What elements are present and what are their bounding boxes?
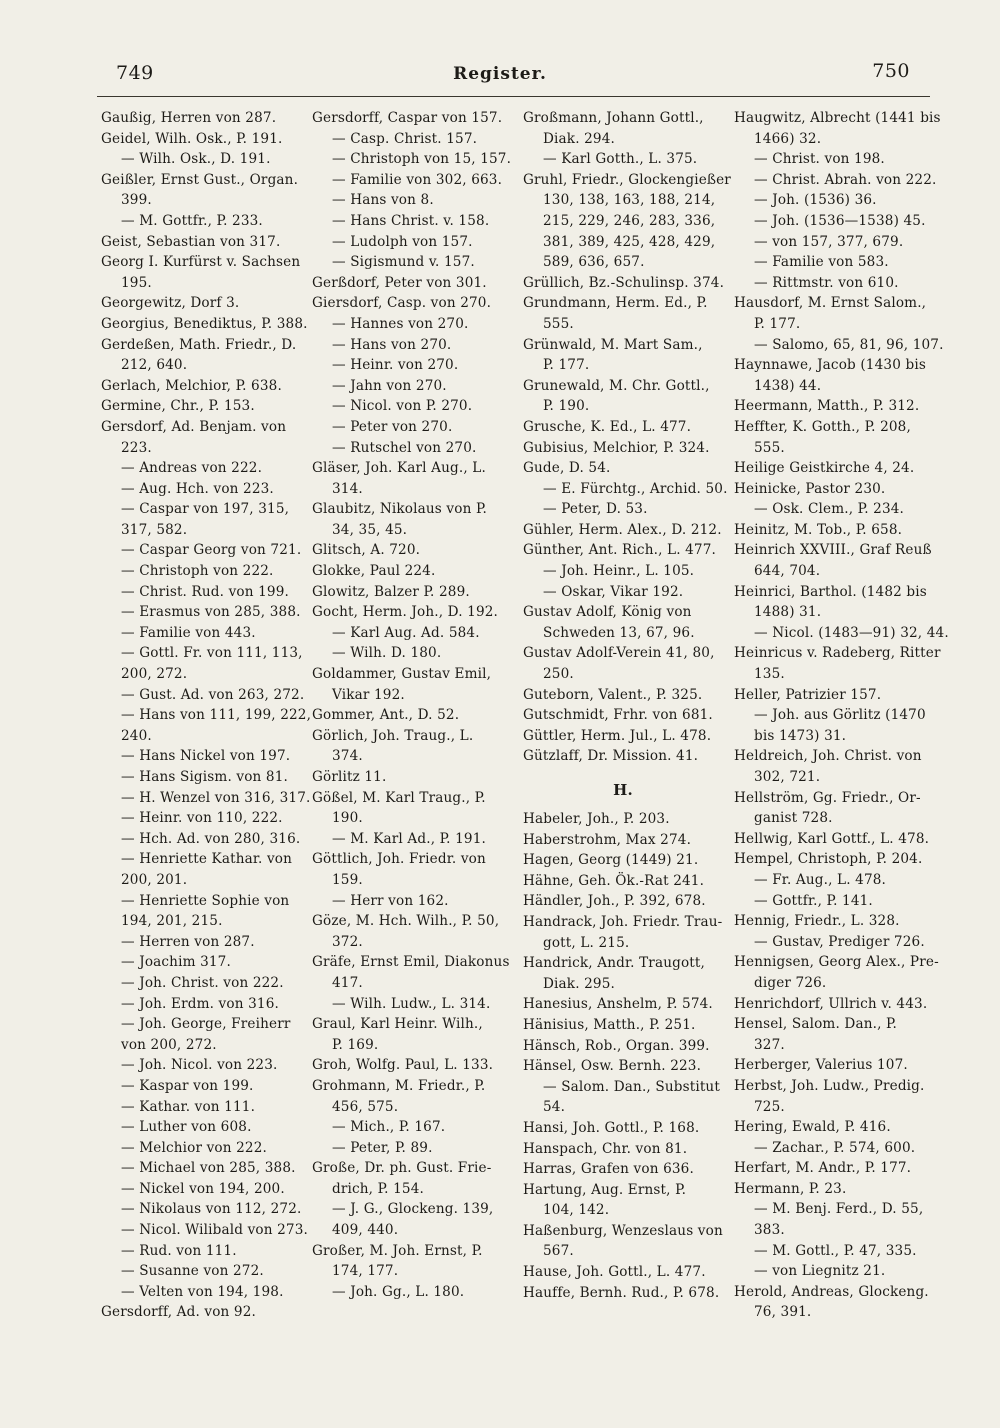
index-subentry: — Familie von 443. — [121, 624, 256, 641]
index-entry: Heermann, Matth., P. 312. — [734, 398, 920, 415]
index-subentry: 195. — [121, 274, 152, 291]
index-subentry: 1438) 44. — [754, 377, 822, 394]
index-subentry: — Aug. Hch. von 223. — [121, 480, 274, 497]
index-subentry: 223. — [121, 439, 152, 456]
index-subentry: — Peter, D. 53. — [543, 501, 648, 518]
index-subentry: 302, 721. — [754, 769, 821, 785]
index-subentry: P. 177. — [543, 357, 590, 374]
index-entry: Heinrici, Barthol. (1482 bis — [734, 583, 927, 600]
index-entry: Heller, Patrizier 157. — [734, 686, 882, 703]
index-entry: Heinitz, M. Tob., P. 658. — [734, 521, 903, 538]
index-entry: Grünwald, M. Mart Sam., — [523, 336, 703, 353]
index-subentry: — E. Fürchtg., Archid. 50. — [543, 480, 728, 497]
index-subentry: — Jahn von 270. — [332, 377, 447, 394]
index-subentry: 1466) 32. — [754, 130, 822, 147]
index-entry: Geidel, Wilh. Osk., P. 191. — [101, 130, 283, 147]
index-subentry: 54. — [543, 1099, 566, 1116]
index-subentry: — Michael von 285, 388. — [121, 1160, 296, 1177]
index-entry: Haßenburg, Wenzeslaus von — [523, 1222, 723, 1239]
index-entry: Hanesius, Anshelm, P. 574. — [523, 996, 713, 1013]
index-subentry: — Rutschel von 270. — [332, 439, 477, 456]
index-entry: Hermann, P. 23. — [734, 1180, 847, 1197]
index-subentry: — Henriette Sophie von — [121, 892, 290, 909]
index-subentry: — Herr von 162. — [332, 892, 449, 909]
index-entry: Hensel, Salom. Dan., P. — [734, 1016, 898, 1033]
index-subentry: gott, L. 215. — [543, 934, 630, 951]
index-subentry: — Familie von 302, 663. — [332, 171, 503, 188]
index-subentry: 399. — [121, 192, 152, 209]
index-subentry: — Kathar. von 111. — [121, 1098, 256, 1115]
index-subentry: — Hans von 8. — [332, 192, 434, 209]
index-subentry: — Nikolaus von 112, 272. — [121, 1201, 302, 1218]
index-subentry: Diak. 295. — [543, 975, 615, 992]
index-entry: Gude, D. 54. — [523, 460, 611, 477]
index-subentry: — Wilh. D. 180. — [332, 645, 442, 662]
index-subentry: 215, 229, 246, 283, 336, — [543, 212, 716, 229]
index-subentry: — M. Benj. Ferd., D. 55, — [754, 1201, 924, 1218]
index-subentry: — Peter, P. 89. — [332, 1139, 433, 1156]
index-subentry: — von Liegnitz 21. — [754, 1263, 886, 1280]
index-entry: Görlich, Joh. Traug., L. — [312, 727, 474, 744]
index-subentry: — Hans von 111, 199, 222, — [121, 707, 312, 724]
index-subentry: 200, 272. — [121, 666, 188, 683]
index-subentry: P. 177. — [754, 315, 801, 332]
index-subentry: — Joh. Nicol. von 223. — [121, 1057, 278, 1074]
index-subentry: 314. — [332, 480, 363, 497]
index-entry: Glaubitz, Nikolaus von P. — [312, 501, 487, 518]
index-entry: Herold, Andreas, Glockeng. — [734, 1283, 929, 1300]
index-entry: Hansi, Joh. Gottl., P. 168. — [523, 1119, 700, 1136]
index-entry: Handrick, Andr. Traugott, — [523, 955, 705, 972]
index-entry: Glitsch, A. 720. — [312, 542, 421, 559]
index-subentry: diger 726. — [754, 974, 827, 991]
index-entry: Grusche, K. Ed., L. 477. — [523, 418, 692, 435]
index-entry: Heinicke, Pastor 230. — [734, 480, 886, 497]
index-subentry: — Luther von 608. — [121, 1119, 252, 1136]
index-subentry: von 200, 272. — [121, 1036, 217, 1053]
index-entry: Heffter, K. Gotth., P. 208, — [734, 418, 911, 435]
index-entry: Gustav Adolf, König von — [523, 604, 692, 621]
index-subentry: — Fr. Aug., L. 478. — [754, 871, 887, 888]
index-entry: Harras, Grafen von 636. — [523, 1161, 694, 1178]
index-subentry: 317, 582. — [121, 521, 188, 538]
index-subentry: — Andreas von 222. — [121, 460, 263, 477]
index-subentry: Diak. 294. — [543, 130, 615, 147]
index-subentry: — Nickel von 194, 200. — [121, 1180, 285, 1197]
index-entry: Gersdorff, Ad. von 92. — [101, 1304, 257, 1321]
index-entry: Grundmann, Herm. Ed., P. — [523, 295, 708, 312]
index-subentry: — Peter von 270. — [332, 418, 453, 435]
index-entry: Haugwitz, Albrecht (1441 bis — [734, 110, 941, 126]
index-entry: Hartung, Aug. Ernst, P. — [523, 1181, 687, 1198]
index-entry: Goldammer, Gustav Emil, — [312, 666, 492, 683]
index-entry: Hellström, Gg. Friedr., Or- — [734, 789, 921, 806]
index-entry: Großer, M. Joh. Ernst, P. — [312, 1242, 483, 1259]
index-subentry: 589, 636, 657. — [543, 254, 645, 271]
index-subentry: 34, 35, 45. — [332, 521, 408, 538]
index-entry: Günther, Ant. Rich., L. 477. — [523, 542, 717, 559]
index-entry: Gützlaff, Dr. Mission. 41. — [523, 748, 699, 765]
index-subentry: 240. — [121, 727, 152, 744]
index-subentry: — Joh. (1536) 36. — [754, 192, 877, 209]
index-entry: Hauffe, Bernh. Rud., P. 678. — [523, 1284, 720, 1301]
index-subentry: — Joh. aus Görlitz (1470 — [754, 707, 926, 724]
index-subentry: — Christoph von 222. — [121, 563, 274, 580]
index-entry: Gräfe, Ernst Emil, Diakonus — [312, 954, 510, 971]
index-entry: Göze, M. Hch. Wilh., P. 50, — [312, 913, 500, 930]
index-entry: Gerlach, Melchior, P. 638. — [101, 377, 282, 394]
index-entry: Gocht, Herm. Joh., D. 192. — [312, 604, 499, 621]
index-subentry: — Joh. George, Freiherr — [121, 1016, 291, 1033]
index-entry: Görlitz 11. — [312, 769, 387, 785]
index-entry: Herbst, Joh. Ludw., Predig. — [734, 1077, 925, 1094]
index-subentry: — Zachar., P. 574, 600. — [754, 1139, 916, 1156]
index-subentry: 250. — [543, 666, 574, 683]
index-entry: Hänsel, Osw. Bernh. 223. — [523, 1058, 702, 1075]
index-subentry: — Gust. Ad. von 263, 272. — [121, 686, 305, 703]
index-entry: Grunewald, M. Chr. Gottl., — [523, 377, 710, 394]
index-subentry: ganist 728. — [754, 810, 833, 827]
index-subentry: — Christ. Rud. von 199. — [121, 583, 289, 600]
index-entry: Grohmann, M. Friedr., P. — [312, 1077, 486, 1094]
index-subentry: drich, P. 154. — [332, 1180, 424, 1197]
index-column-3 — [523, 108, 731, 1303]
index-subentry: — Susanne von 272. — [121, 1263, 264, 1280]
index-entry: Gutschmidt, Frhr. von 681. — [523, 707, 713, 724]
index-subentry: — Hans Sigism. von 81. — [121, 769, 289, 785]
index-subentry: 725. — [754, 1098, 785, 1115]
index-entry: Giersdorf, Casp. von 270. — [312, 295, 492, 312]
index-entry: Herberger, Valerius 107. — [734, 1057, 908, 1074]
index-subentry: — J. G., Glockeng. 139, — [332, 1201, 494, 1218]
index-subentry: 417. — [332, 974, 363, 991]
index-subentry: 567. — [543, 1243, 574, 1260]
index-subentry: — Gottfr., P. 141. — [754, 892, 873, 909]
index-entry: Haynnawe, Jacob (1430 bis — [734, 357, 926, 374]
index-entry: Hanspach, Chr. von 81. — [523, 1140, 688, 1157]
index-subentry: — Sigismund v. 157. — [332, 254, 475, 271]
index-subentry: — Nicol. (1483—91) 32, 44. — [754, 624, 949, 641]
page-number-left: 749 — [116, 62, 154, 84]
index-subentry: 130, 138, 163, 188, 214, — [543, 192, 716, 209]
index-entry: Habeler, Joh., P. 203. — [523, 811, 670, 827]
index-subentry: P. 169. — [332, 1036, 379, 1053]
index-entry: Groh, Wolfg. Paul, L. 133. — [312, 1057, 494, 1074]
index-entry: Hänisius, Matth., P. 251. — [523, 1016, 696, 1033]
index-column-1 — [101, 108, 312, 1323]
index-subentry: 135. — [754, 666, 785, 683]
index-subentry: 644, 704. — [754, 563, 821, 580]
index-subentry: Vikar 192. — [332, 686, 405, 703]
index-entry: Gersdorf, Ad. Benjam. von — [101, 418, 287, 435]
index-subentry: 381, 389, 425, 428, 429, — [543, 233, 716, 250]
index-entry: Graul, Karl Heinr. Wilh., — [312, 1016, 483, 1033]
index-entry: Große, Dr. ph. Gust. Frie- — [312, 1160, 492, 1177]
page-header — [90, 58, 910, 98]
index-entry: Güttler, Herm. Jul., L. 478. — [523, 727, 712, 744]
index-subentry: — Joh. Heinr., L. 105. — [543, 563, 695, 580]
index-entry: Hennigsen, Georg Alex., Pre- — [734, 954, 939, 971]
index-column-2 — [312, 108, 512, 1302]
index-subentry: — Ludolph von 157. — [332, 233, 473, 250]
index-subentry: — Herren von 287. — [121, 933, 255, 950]
index-subentry: Schweden 13, 67, 96. — [543, 624, 695, 641]
index-subentry: — Casp. Christ. 157. — [332, 130, 478, 147]
page-number-right: 750 — [872, 60, 910, 82]
index-entry: Hausdorf, M. Ernst Salom., — [734, 295, 927, 312]
index-subentry: 200, 201. — [121, 871, 188, 888]
index-subentry: 372. — [332, 933, 363, 950]
index-subentry: — M. Gottfr., P. 233. — [121, 212, 263, 229]
index-subentry: — Nicol. von P. 270. — [332, 398, 473, 415]
index-entry: Hause, Joh. Gottl., L. 477. — [523, 1264, 706, 1281]
index-entry: Gößel, M. Karl Traug., P. — [312, 789, 486, 806]
section-heading: H. — [613, 781, 633, 799]
index-entry: Hennig, Friedr., L. 328. — [734, 913, 900, 930]
index-entry: Guteborn, Valent., P. 325. — [523, 686, 703, 703]
index-subentry: 104, 142. — [543, 1202, 610, 1219]
index-subentry: — Velten von 194, 198. — [121, 1283, 284, 1300]
index-subentry: — Osk. Clem., P. 234. — [754, 501, 905, 518]
index-subentry: — Gustav, Prediger 726. — [754, 933, 925, 950]
index-subentry: — Gottl. Fr. von 111, 113, — [121, 645, 303, 662]
index-subentry: — Joh. (1536—1538) 45. — [754, 212, 926, 229]
index-subentry: 456, 575. — [332, 1098, 399, 1115]
index-subentry: — Joh. Christ. von 222. — [121, 974, 284, 991]
index-entry: Glowitz, Balzer P. 289. — [312, 583, 470, 600]
index-subentry: — H. Wenzel von 316, 317. — [121, 789, 311, 806]
index-entry: Gubisius, Melchior, P. 324. — [523, 439, 710, 456]
index-entry: Heldreich, Joh. Christ. von — [734, 748, 922, 765]
index-subentry: — Heinr. von 110, 222. — [121, 810, 283, 827]
index-subentry: — Caspar von 197, 315, — [121, 501, 290, 518]
index-subentry: — Christ. von 198. — [754, 151, 885, 168]
index-subentry: — Christoph von 15, 157. — [332, 151, 512, 168]
index-subentry: 555. — [543, 315, 574, 332]
index-entry: Hänsch, Rob., Organ. 399. — [523, 1037, 710, 1054]
index-entry: Gommer, Ant., D. 52. — [312, 707, 460, 724]
index-entry: Gläser, Joh. Karl Aug., L. — [312, 460, 486, 477]
index-subentry: 194, 201, 215. — [121, 913, 223, 930]
index-subentry: 190. — [332, 810, 363, 827]
index-entry: Gerßdorf, Peter von 301. — [312, 274, 487, 291]
index-subentry: — Joachim 317. — [121, 954, 231, 971]
index-entry: Glokke, Paul 224. — [312, 563, 436, 580]
index-subentry: — Karl Gotth., L. 375. — [543, 151, 698, 168]
index-entry: Grüllich, Bz.-Schulinsp. 374. — [523, 274, 725, 291]
index-entry: Georgius, Benediktus, P. 388. — [101, 315, 308, 332]
index-entry: Haberstrohm, Max 274. — [523, 831, 692, 848]
index-subentry: — Joh. Gg., L. 180. — [332, 1283, 465, 1300]
index-subentry: — Hannes von 270. — [332, 315, 469, 332]
index-subentry: — Hch. Ad. von 280, 316. — [121, 830, 301, 847]
index-subentry: bis 1473) 31. — [754, 727, 847, 744]
index-subentry: 327. — [754, 1036, 785, 1053]
index-entry: Hempel, Christoph, P. 204. — [734, 851, 923, 868]
index-subentry: — M. Gottl., P. 47, 335. — [754, 1242, 917, 1259]
index-subentry: — Hans Christ. v. 158. — [332, 212, 490, 229]
index-subentry: — Mich., P. 167. — [332, 1119, 446, 1136]
index-subentry: 212, 640. — [121, 357, 188, 374]
index-entry: Henrichdorf, Ullrich v. 443. — [734, 995, 928, 1012]
index-subentry: — Oskar, Vikar 192. — [543, 583, 684, 600]
index-subentry: — Familie von 583. — [754, 254, 889, 271]
index-subentry: 374. — [332, 748, 363, 765]
index-subentry: 555. — [754, 439, 785, 456]
index-entry: Heinrich XXVIII., Graf Reuß — [734, 542, 932, 559]
index-entry: Großmann, Johann Gottl., — [523, 110, 704, 126]
header-rule — [97, 96, 930, 97]
index-subentry: — Wilh. Ludw., L. 314. — [332, 995, 491, 1012]
index-subentry: — Melchior von 222. — [121, 1139, 268, 1156]
index-subentry: — Rud. von 111. — [121, 1242, 237, 1259]
index-entry: Georgewitz, Dorf 3. — [101, 295, 240, 312]
index-entry: Gustav Adolf-Verein 41, 80, — [523, 645, 715, 662]
index-column-4 — [734, 108, 949, 1323]
index-subentry: — Henriette Kathar. von — [121, 851, 293, 868]
index-entry: Hering, Ewald, P. 416. — [734, 1119, 891, 1136]
index-entry: Geist, Sebastian von 317. — [101, 233, 281, 250]
index-entry: Gerdeßen, Math. Friedr., D. — [101, 336, 297, 353]
index-subentry: — Nicol. Wilibald von 273. — [121, 1222, 309, 1239]
index-entry: Heinricus v. Radeberg, Ritter — [734, 645, 941, 662]
index-subentry: — Kaspar von 199. — [121, 1077, 254, 1094]
index-entry: Göttlich, Joh. Friedr. von — [312, 851, 486, 868]
index-entry: Germine, Chr., P. 153. — [101, 398, 255, 415]
index-subentry: — Hans von 270. — [332, 336, 452, 353]
index-subentry: — Karl Aug. Ad. 584. — [332, 624, 480, 641]
index-entry: Händler, Joh., P. 392, 678. — [523, 893, 706, 910]
index-subentry: 76, 391. — [754, 1304, 812, 1321]
index-subentry: 174, 177. — [332, 1263, 399, 1280]
index-entry: Hagen, Georg (1449) 21. — [523, 852, 699, 869]
index-subentry: 383. — [754, 1222, 785, 1239]
index-entry: Hähne, Geh. Ök.-Rat 241. — [523, 872, 705, 889]
running-title: Register. — [453, 64, 547, 84]
index-entry: Heilige Geistkirche 4, 24. — [734, 460, 915, 477]
index-subentry: — Caspar Georg von 721. — [121, 542, 302, 559]
index-subentry: 409, 440. — [332, 1222, 399, 1239]
index-entry: Gühler, Herm. Alex., D. 212. — [523, 521, 722, 538]
index-subentry: 1488) 31. — [754, 604, 822, 621]
index-subentry: — Salomo, 65, 81, 96, 107. — [754, 336, 944, 353]
index-subentry: — von 157, 377, 679. — [754, 233, 904, 250]
index-entry: Gruhl, Friedr., Glockengießer — [523, 171, 731, 188]
index-entry: Gaußig, Herren von 287. — [101, 110, 277, 126]
index-subentry: — M. Karl Ad., P. 191. — [332, 830, 486, 847]
index-subentry: P. 190. — [543, 398, 590, 415]
index-subentry: — Joh. Erdm. von 316. — [121, 995, 279, 1012]
index-entry: Geißler, Ernst Gust., Organ. — [101, 171, 299, 188]
index-subentry: — Salom. Dan., Substitut — [543, 1078, 720, 1095]
index-subentry: — Rittmstr. von 610. — [754, 274, 899, 291]
index-entry: Hellwig, Karl Gottf., L. 478. — [734, 830, 930, 847]
index-entry: Gersdorff, Caspar von 157. — [312, 110, 503, 126]
index-subentry: — Heinr. von 270. — [332, 357, 459, 374]
index-subentry: — Hans Nickel von 197. — [121, 748, 291, 765]
index-subentry: — Christ. Abrah. von 222. — [754, 171, 937, 188]
index-entry: Handrack, Joh. Friedr. Trau- — [523, 913, 723, 930]
index-entry: Georg I. Kurfürst v. Sachsen — [101, 254, 301, 271]
index-subentry: 159. — [332, 871, 363, 888]
index-subentry: — Wilh. Osk., D. 191. — [121, 151, 271, 168]
index-subentry: — Erasmus von 285, 388. — [121, 604, 301, 621]
index-entry: Herfart, M. Andr., P. 177. — [734, 1160, 912, 1177]
